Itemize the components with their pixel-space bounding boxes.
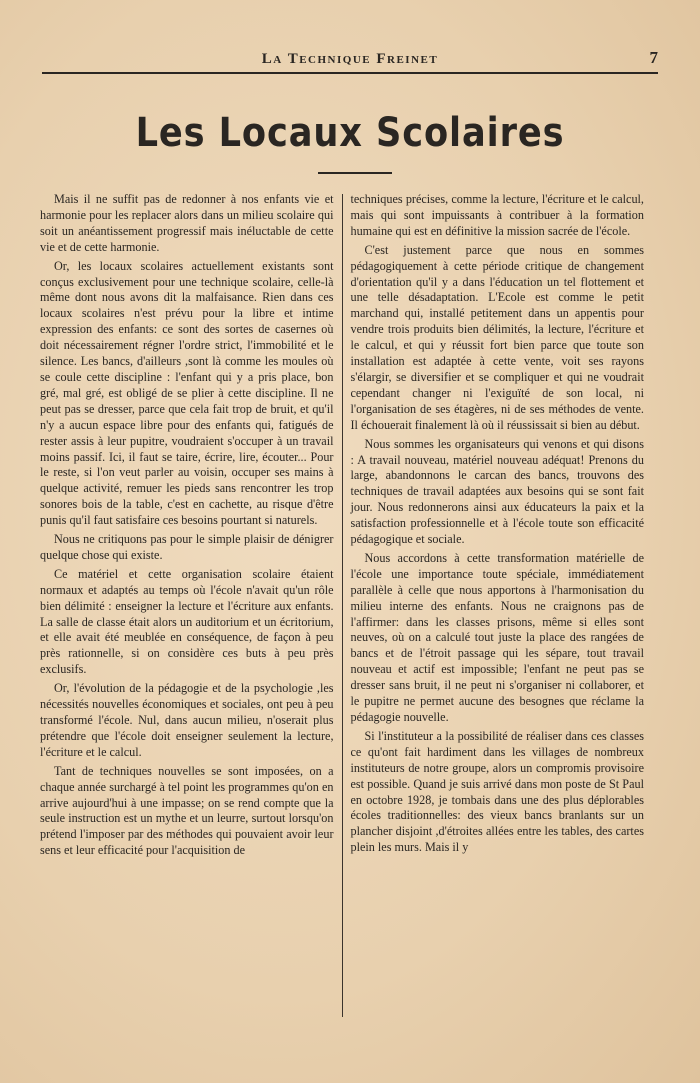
page-number: 7 <box>649 48 658 67</box>
paragraph: Si l'instituteur a la possibilité de réaliser dans ces classes ce qu'ont fait hardiment dans les villages de nombreux instituteurs de notre groupe, alors un compromis provisoire est possible. Quand je suis arrivé dans mon poste de St Paul en octobre 1928, je tombais dans une des plus déplorables écoles traditionnelles: des vieux bancs branlants sur un plancher disjoint ,d'étroites allées entre les tables, des cartes plein les murs. Mais il y <box>350 728 644 855</box>
running-head <box>42 50 658 74</box>
paragraph: Ce matériel et cette organisation scolaire étaient normaux et adaptés au temps où l'école n'avait qu'un rôle bien délimité : enseigner la lecture et l'écriture aux enfants. La salle de classe était alors un auditorium et un écritorium, et elle avait été meublée en conséquence, de façon à peu près rationnelle, si on considère ces buts à peu près exclusifs. <box>40 566 334 677</box>
paragraph: C'est justement parce que nous en sommes pédagogiquement à cette période critique de changement d'orientation qu'il y a dans l'éducation un tel flottement et une telle désadaptation. L'Ecole est comme le petit marchand qui, installé petitement dans un appentis pour vendre trois produits bien délimités, la lecture, l'écriture et le calcul, et qui y réussit fort bien parce que toute son installation est adaptée à cette vente, voit ses rayons s'élargir, se diversifier et se compliquer et qui ne voudrait cependant changer ni l'exiguïté de son local, ni l'organisation de ses étagères, ni de ses méthodes de vente. Il échouerait finalement là où il réussissait si bien au début. <box>350 242 644 432</box>
article-title: Les Locaux Scolaires <box>135 110 565 156</box>
right-column <box>342 192 644 1021</box>
paragraph: Tant de techniques nouvelles se sont imposées, on a chaque année surchargé à tel point les programmes qu'on en arrive aujourd'hui à une impasse; on se rend compte que la seule instruction est un mythe et un leurre, surtout lorsqu'on prétend l'imposer par des méthodes qui pouvaient avoir leur sens et leur efficacité pour l'acquisition de <box>40 763 334 858</box>
paragraph: Nous sommes les organisateurs qui venons et qui disons : A travail nouveau, matériel nouveau adéquat! Prenons du large, abandonnons le carcan des bancs, trouvons des techniques de travail adaptées aux besoins qui se sont fait jour. Nous redonnerons ainsi aux éducateurs la paix et la satisfaction professionnelle et à l'école toute son efficacité pédagogique et sociale. <box>350 436 644 547</box>
left-column <box>40 192 342 1021</box>
article-body <box>40 192 644 1021</box>
paragraph-continued: techniques précises, comme la lecture, l'écriture et le calcul, mais qui sont impuissants à contribuer à la formation humaine qui est en définitive la mission sacrée de l'école. <box>350 192 644 238</box>
paragraph: Nous ne critiquons pas pour le simple plaisir de dénigrer quelque chose qui existe. <box>40 532 334 562</box>
paragraph: Mais il ne suffit pas de redonner à nos enfants vie et harmonie pour les replacer alors dans un milieu scolaire qui soit un anéantissement progressif mais inéluctable de cette vie et de cette harmonie. <box>40 192 334 254</box>
journal-name: La Technique Freinet <box>261 51 439 67</box>
title-rule <box>318 172 392 174</box>
paragraph: Or, l'évolution de la pédagogie et de la psychologie ,les nécessités nouvelles économiques et sociales, ont peu à peu transformé l'école. Nul, dans aucun milieu, n'oserait plus prétendre que l'école doit enseigner seulement la lecture, l'écriture et le calcul. <box>40 681 334 759</box>
paragraph: Nous accordons à cette transformation matérielle de l'école une importance toute spéciale, immédiatement parallèle à celle que nous apportons à l'harmonisation du milieu interne des enfants. Nous ne craignons pas de l'affirmer: dans les classes prisons, même si elles sont neuves, où on a calculé tout juste la place des rangées de bancs et de l'étroit passage qui les sépare, tout travail nouveau et actif est impossible; l'enfant ne peut pas se dresser sans bruit, il ne peut ni s'organiser ni collaborer, et le pupitre ne permet aucune des besognes que réclame la pédagogie nouvelle. <box>350 550 644 724</box>
paragraph: Or, les locaux scolaires actuellement existants sont conçus exclusivement pour une technique scolaire, celle-là même dont nous avons dit la malfaisance. Rien dans ces locaux scolaires n'est prévu pour la libre et intime expression des enfants: ce sont des sortes de casernes où doit nécessairement régner l'ordre strict, l'immobilité et le silence. Les bancs, d'ailleurs ,sont là comme les moules où se coule cette discipline : l'enfant qui y a pris place, bon gré, mal gré, est obligé de se plier à cette discipline. Il ne peut pas se dresser, parce que cela fait trop de bruit, et qu'il n'y a aucun espace libre pour des enfants qui, fatigués de rester assis à leur pupitre, voudraient s'occuper à un travail moins passif. Ici, il faut se taire, écrire, lire, écouter... Pour le reste, si l'on veut parler au voisin, occuper ses mains à quelque activité, remuer les pieds sans rencontrer les trop sonores bois de la table, c'est en cachette, au risque d'être punis qu'il faut satisfaire ces besoins pourtant si naturels. <box>40 258 334 528</box>
